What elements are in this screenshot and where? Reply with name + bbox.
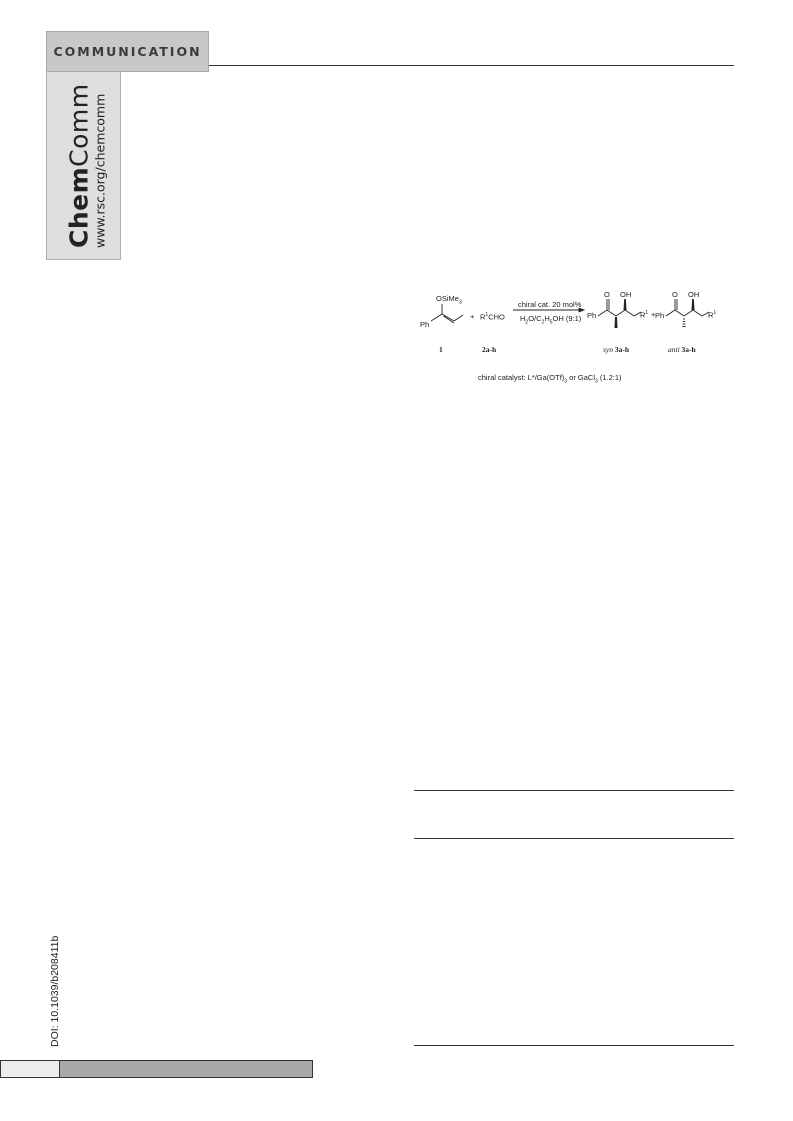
header-rule [209,65,734,66]
footer-bar [0,1060,313,1078]
syn-r-group: $R^1$ [640,310,649,320]
section-label: COMMUNICATION [53,44,202,59]
reagent-1-label: OSiMe$_3$ [436,294,462,306]
reaction-scheme [414,282,734,387]
scheme-structures [414,282,734,387]
anti-hydroxyl: OH [688,290,700,299]
phenyl-label: Ph [420,320,430,329]
doi-text: DOI: 10.1039/b208411b [49,935,61,1047]
plus-sign-2: + [651,310,656,319]
syn-hydroxyl: OH [620,290,632,299]
journal-name: ChemComm [64,83,93,248]
anti-phenyl-label: Ph [655,311,665,320]
catalyst-note: chiral catalyst: $L*/Ga(OTf)_3$ or GaCl$_3$ (1.2:1) [478,373,622,385]
anti-product-label: anti 3a-h [668,345,696,354]
condition-bottom: $H_2O/C_2H_5OH$ (9:1) [520,314,582,326]
anti-r-group: $R^1$ [708,310,717,320]
syn-phenyl-label: Ph [587,311,597,320]
plus-sign: + [470,312,475,321]
table-top-rule [414,790,734,791]
table-bottom-rule [414,1045,734,1046]
aldehyde-label: $R^1CHO$ [480,312,505,322]
section-header-tab [46,31,209,72]
syn-product-label: syn 3a-h [603,345,630,354]
syn-carbonyl-o: O [604,290,610,299]
table-header-rule [414,838,734,839]
anti-carbonyl-o: O [672,290,678,299]
doi-vertical [48,935,62,1047]
condition-top: chiral cat. 20 mol% [518,300,582,309]
journal-url: www.rsc.org/chemcomm [92,93,107,248]
compound-1-label: 1 [439,345,443,354]
compound-2-label: 2a-h [482,345,497,354]
journal-brand [58,83,115,248]
footer-bar-fill [59,1061,312,1077]
